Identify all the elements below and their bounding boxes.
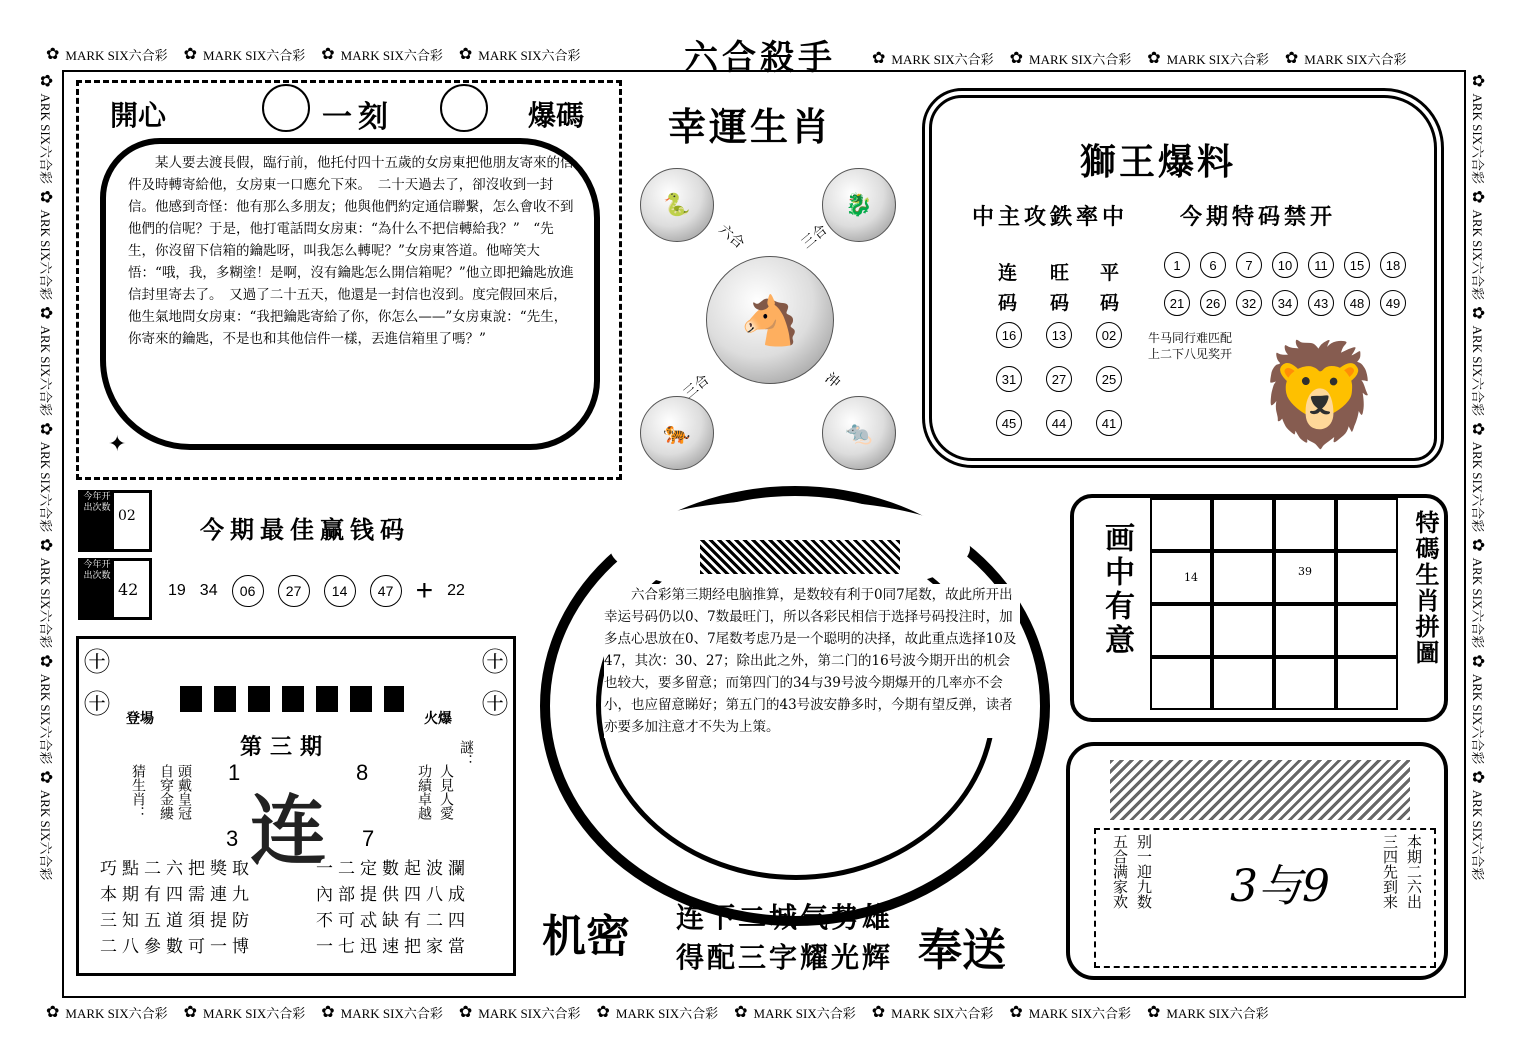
flower-icon: ✿: [1469, 74, 1486, 88]
flower-icon: ✿: [37, 74, 54, 88]
banned-number-circle: 43: [1308, 290, 1334, 316]
flower-icon: ✿: [1284, 50, 1299, 67]
border-text: MARK SIX六合彩: [340, 1005, 443, 1021]
border-unit: [1279, 48, 1407, 68]
border-text: ARK SIX六合彩: [1470, 209, 1485, 301]
flower-icon: ✿: [37, 190, 54, 204]
win-number-ball: 06: [232, 575, 264, 607]
win-numbers: [168, 574, 465, 608]
flower-icon: ✿: [1469, 190, 1486, 204]
border-unit: [453, 44, 581, 64]
border-text: MARK SIX六合彩: [891, 1005, 994, 1021]
banned-number-circle: 1: [1164, 252, 1190, 278]
border-text: ARK SIX六合彩: [38, 209, 53, 301]
win-number: 34: [199, 582, 218, 599]
puzzle-grid: [1150, 498, 1398, 710]
lower-left-tag-right: 火爆: [424, 711, 452, 727]
win-number: 19: [168, 582, 186, 599]
zodiac-label: 六合: [715, 221, 748, 252]
flower-icon: ✿: [46, 46, 60, 63]
lower-right-right-col-2: 三四先到来: [1381, 834, 1399, 909]
tiger-ball-icon: 🐅: [640, 396, 714, 470]
number-circle: 45: [996, 410, 1022, 436]
lion-subtitle-left: 中主攻鉄率中: [972, 205, 1129, 230]
flower-icon: ✿: [37, 306, 54, 320]
count-label-text: 今年开出次数: [83, 560, 111, 581]
riddle-col-right-2: 功績卓越: [416, 764, 432, 820]
border-text: MARK SIX六合彩: [65, 47, 168, 63]
border-unit: [1468, 300, 1488, 416]
puzzle-cell: [1274, 604, 1336, 657]
star-icon: ✦: [108, 432, 127, 457]
border-unit: [36, 532, 56, 648]
story-text: 某人要去渡長假，臨行前，他托付四十五歲的女房東把他朋友寄來的信件及時轉寄給他，女房東一口應允下來。 二十天過去了，卻沒收到一封信。他感到奇怪：他有那么多朋友；他與他們約定通信聯繫，怎么會收不到他們的信呢？于是，他打電話問女房東：“為什么不把信轉給我？” “先生，你沒留下信箱的鑰匙呀，叫我怎么轉呢？”女房東答道。他啼笑大悟：“哦，我，多糊塗！是啊，沒有鑰匙怎么開信箱呢？”他立即把鑰匙放進信封里寄去了。 又過了二十五天，他還是一封信也沒到。度完假回來后，他生氣地問女房東：“我把鑰匙寄給了你，你怎么——”女房東說：“先生，你寄來的鑰匙，不是也和其他信件一樣，丟進信箱里了嗎？”: [128, 155, 574, 347]
lucky-zodiac-title: 幸運生肖: [668, 105, 833, 149]
lower-number-4: 7: [362, 826, 375, 851]
banned-number-circle: 11: [1308, 252, 1334, 278]
flower-icon: ✿: [1147, 50, 1161, 67]
border-text: MARK SIX六合彩: [478, 1005, 581, 1021]
border-text: MARK SIX六合彩: [65, 1005, 168, 1021]
border-text: MARK SIX六合彩: [615, 1005, 719, 1021]
flower-icon: ✿: [871, 1004, 886, 1021]
flower-icon: ✿: [1469, 654, 1486, 668]
border-text: ARK SIX六合彩: [38, 673, 53, 765]
puzzle-cell: [1336, 604, 1398, 657]
border-unit: [1141, 48, 1269, 68]
lower-right-handwritten: 3与9: [1230, 861, 1330, 912]
border-text: MARK SIX六合彩: [1166, 51, 1269, 67]
flower-icon: ✿: [872, 50, 886, 67]
border-unit: [1468, 648, 1488, 764]
coin-icon: ㊉: [482, 690, 509, 720]
top-border-right: [866, 48, 1484, 68]
lower-number-2: 8: [356, 760, 369, 785]
puzzle-cell: [1336, 551, 1398, 604]
border-text: ARK SIX六合彩: [38, 789, 53, 881]
dragon-ball-icon: 🐉: [822, 168, 896, 242]
poem-right: [316, 856, 470, 960]
article-text: 六合彩第三期经电脑推算，是数较有利于0同7尾数，故此所开出幸运号码仍以0、7数最旺门，所以各彩民相信于选择号码投注时，加多点心思放在0、7尾数考虑乃是一个聪明的决择，故此重点选择10及47，其次：30、27；除出此之外，第二门的16号波今期开出的机会也较大，要多留意；而第四门的34与39号波今期爆开的几率亦不会小，也应留意睇好；第五门的43号波安静多时，今期有望反弹，读者亦要多加注意才不失为上策。: [604, 584, 1020, 738]
border-text: MARK SIX六合彩: [1029, 51, 1132, 67]
col-label-lianma: 连码: [998, 262, 1018, 314]
count-label-text: 今年开出次数: [83, 492, 111, 513]
win-number: 22: [447, 582, 465, 599]
puzzle-cell: [1212, 657, 1274, 710]
border-text: ARK SIX六合彩: [38, 441, 53, 533]
border-unit: [315, 1002, 443, 1022]
banned-number-circle: 10: [1272, 252, 1298, 278]
border-unit: [866, 48, 994, 68]
puzzle-cell: [1274, 551, 1336, 604]
poem-line: 一二定數起波瀾: [316, 859, 470, 879]
flower-icon: ✿: [458, 1004, 473, 1021]
lion-icon: 🦁: [1257, 336, 1383, 453]
border-unit: [36, 184, 56, 300]
win-number-ball: 47: [370, 575, 402, 607]
border-text: ARK SIX六合彩: [1470, 789, 1485, 881]
story-title-left: 開心: [110, 99, 167, 132]
lion-number-grid: [996, 322, 1146, 436]
banned-row-2: [1164, 290, 1406, 316]
lion-subtitle-right: 今期特码禁开: [1180, 205, 1337, 230]
border-unit: [453, 1002, 581, 1022]
number-circle: 16: [996, 322, 1022, 348]
border-text: ARK SIX六合彩: [38, 557, 53, 649]
banned-number-circle: 49: [1380, 290, 1406, 316]
puzzle-cell: [1150, 551, 1212, 604]
border-unit: [728, 1002, 856, 1022]
flower-icon: ✿: [596, 1004, 610, 1021]
number-circle: 44: [1046, 410, 1072, 436]
flower-icon: ✿: [37, 654, 54, 668]
picture-left-title: 画中有意: [1099, 522, 1134, 658]
lower-number-3: 3: [226, 826, 239, 851]
banned-number-circle: 26: [1200, 290, 1226, 316]
puzzle-cell: [1274, 498, 1336, 551]
banned-number-circle: 21: [1164, 290, 1190, 316]
guess-col-left-1: 頭戴皇冠: [176, 764, 192, 820]
lower-right-right-col-1: 本期二六出: [1405, 834, 1423, 909]
border-unit: [315, 44, 443, 64]
flower-icon: ✿: [458, 46, 473, 63]
flower-icon: ✿: [37, 538, 54, 552]
border-unit: [1468, 764, 1488, 880]
border-unit: [36, 648, 56, 764]
border-unit: [866, 1002, 994, 1022]
border-unit: [1468, 68, 1488, 184]
banned-number-circle: 15: [1344, 252, 1370, 278]
border-text: ARK SIX六合彩: [38, 325, 53, 417]
border-text: MARK SIX六合彩: [1028, 1005, 1131, 1021]
guess-label: 猜生肖：: [130, 764, 146, 820]
number-circle: 25: [1096, 366, 1122, 392]
lower-left-period: 第三期: [240, 735, 331, 760]
border-text: MARK SIX六合彩: [1304, 51, 1407, 67]
border-text: ARK SIX六合彩: [1470, 557, 1485, 649]
count-label-2: [80, 560, 114, 618]
poem-line: 不可忒缺有二四: [316, 911, 470, 931]
story-title-right: 爆碼: [528, 99, 585, 132]
coin-icon: ㊉: [84, 690, 111, 720]
riddle-label: 謎：: [458, 740, 474, 768]
lower-right-left-col-2: 别一迎九数: [1135, 834, 1153, 909]
lower-number-1: 1: [228, 760, 241, 785]
zodiac-label: 沖: [821, 370, 843, 392]
border-unit: [1468, 532, 1488, 648]
article-banner: [700, 540, 900, 574]
puzzle-cell: [1150, 604, 1212, 657]
poem-left: [100, 856, 254, 960]
border-unit: [36, 416, 56, 532]
border-text: MARK SIX六合彩: [203, 47, 306, 63]
poem-line: 一七迅速把家當: [316, 937, 470, 957]
bottom-border: [40, 1002, 1484, 1022]
story-title-mid: 一刻: [322, 100, 394, 135]
border-unit: [1468, 184, 1488, 300]
flower-icon: ✿: [183, 1004, 198, 1021]
poem-line: 內部提供四八成: [316, 885, 470, 905]
puzzle-cell-label: 39: [1298, 565, 1312, 578]
lion-note: [1148, 330, 1232, 362]
banned-number-circle: 18: [1380, 252, 1406, 278]
banned-number-circle: 32: [1236, 290, 1262, 316]
poem-line: 三知五道須提防: [100, 911, 254, 931]
picture-right-title: 特碼生肖拼圖: [1411, 510, 1439, 666]
lion-title: 獅王爆料: [1080, 142, 1237, 183]
coin-icon: ㊉: [482, 648, 509, 678]
puzzle-cell: [1336, 657, 1398, 710]
border-text: MARK SIX六合彩: [340, 47, 443, 63]
flower-icon: ✿: [1009, 50, 1024, 67]
banned-number-circle: 6: [1200, 252, 1226, 278]
border-text: MARK SIX六合彩: [1166, 1005, 1269, 1021]
border-text: ARK SIX六合彩: [1470, 441, 1485, 533]
flower-icon: ✿: [183, 46, 198, 63]
border-unit: [1468, 416, 1488, 532]
banned-number-circle: 48: [1344, 290, 1370, 316]
border-unit: [36, 300, 56, 416]
bottom-line-1: 连下二城气势雄: [676, 901, 894, 934]
number-circle: 41: [1096, 410, 1122, 436]
number-circle: 31: [996, 366, 1022, 392]
number-circle: 02: [1096, 322, 1122, 348]
border-text: ARK SIX六合彩: [1470, 673, 1485, 765]
bottom-line-2: 得配三字耀光辉: [676, 941, 894, 974]
banned-number-circle: 34: [1272, 290, 1298, 316]
lower-right-left-col-1: 五合满家欢: [1111, 834, 1129, 909]
flower-icon: ✿: [1009, 1004, 1023, 1021]
puzzle-cell-label: 14: [1184, 571, 1198, 584]
cartoon-kid-right-icon: [440, 84, 488, 132]
flower-icon: ✿: [1469, 422, 1486, 436]
coin-icon: ㊉: [84, 648, 111, 678]
flower-icon: ✿: [1469, 306, 1486, 320]
border-text: ARK SIX六合彩: [1470, 93, 1485, 185]
border-text: MARK SIX六合彩: [891, 51, 994, 67]
bottom-right-word: 奉送: [918, 925, 1006, 976]
lower-left-header-bar: [180, 686, 404, 712]
count-value-1: 02: [118, 508, 136, 524]
page-title: 六合殺手: [684, 38, 836, 78]
border-unit: [36, 764, 56, 880]
flower-icon: ✿: [1469, 538, 1486, 552]
number-circle: 13: [1046, 322, 1072, 348]
puzzle-cell: [1336, 498, 1398, 551]
border-text: ARK SIX六合彩: [1470, 325, 1485, 417]
zodiac-label: 三合: [680, 371, 713, 402]
poem-line: 巧點二六把獎取: [100, 859, 254, 879]
border-unit: [36, 68, 56, 184]
lower-right-banner: [1110, 760, 1410, 820]
flower-icon: ✿: [321, 46, 335, 63]
flower-icon: ✿: [37, 422, 54, 436]
right-border: [1468, 68, 1488, 998]
flower-icon: ✿: [1147, 1004, 1161, 1021]
border-unit: [178, 44, 306, 64]
border-unit: [178, 1002, 306, 1022]
border-text: MARK SIX六合彩: [478, 47, 581, 63]
top-border-left: [40, 44, 680, 64]
puzzle-cell: [1212, 551, 1274, 604]
border-unit: [1141, 1002, 1269, 1022]
border-text: MARK SIX六合彩: [203, 1005, 306, 1021]
lion-note-line2: 上二下八见奖开: [1148, 347, 1233, 361]
col-label-wangma: 旺码: [1050, 262, 1070, 314]
plus-sign: +: [415, 574, 434, 607]
zodiac-label: 三合: [798, 221, 831, 252]
guess-col-left-2: 自穿金縷: [158, 764, 174, 820]
puzzle-cell: [1150, 657, 1212, 710]
lower-left-tag-left: 登場: [126, 711, 154, 727]
flower-icon: ✿: [321, 1004, 335, 1021]
border-unit: [591, 1002, 719, 1022]
poem-line: 二八參數可一博: [100, 937, 254, 957]
count-label-1: [80, 492, 114, 550]
poem-line: 本期有四需連九: [100, 885, 254, 905]
border-unit: [1004, 48, 1132, 68]
col-label-pingma: 平码: [1100, 262, 1120, 314]
horse-ball-icon: 🐴: [706, 256, 834, 384]
lower-big-char: 连: [250, 786, 326, 875]
puzzle-cell: [1150, 498, 1212, 551]
puzzle-cell: [1274, 657, 1336, 710]
flower-icon: ✿: [37, 770, 54, 784]
rat-ball-icon: 🐀: [822, 396, 896, 470]
win-number-ball: 14: [324, 575, 356, 607]
flower-icon: ✿: [734, 1004, 748, 1021]
left-border: [36, 68, 56, 998]
banned-row-1: [1164, 252, 1406, 278]
flower-icon: ✿: [1469, 770, 1486, 784]
cartoon-kid-left-icon: [262, 84, 310, 132]
number-circle: 27: [1046, 366, 1072, 392]
border-unit: [40, 44, 168, 64]
riddle-col-right-1: 人見人愛: [438, 764, 454, 820]
border-text: MARK SIX六合彩: [753, 1005, 856, 1021]
border-unit: [40, 1002, 168, 1022]
snake-ball-icon: 🐍: [640, 168, 714, 242]
flower-icon: ✿: [46, 1004, 60, 1021]
count-value-2: 42: [118, 580, 139, 599]
puzzle-cell: [1212, 604, 1274, 657]
win-number-ball: 27: [278, 575, 310, 607]
win-codes-title: 今期最佳赢钱码: [200, 516, 410, 544]
lion-note-line1: 牛马同行难匹配: [1148, 331, 1233, 345]
banned-number-circle: 7: [1236, 252, 1262, 278]
border-unit: [1003, 1002, 1131, 1022]
puzzle-cell: [1212, 498, 1274, 551]
border-text: ARK SIX六合彩: [38, 93, 53, 185]
bottom-left-word: 机密: [542, 911, 630, 962]
